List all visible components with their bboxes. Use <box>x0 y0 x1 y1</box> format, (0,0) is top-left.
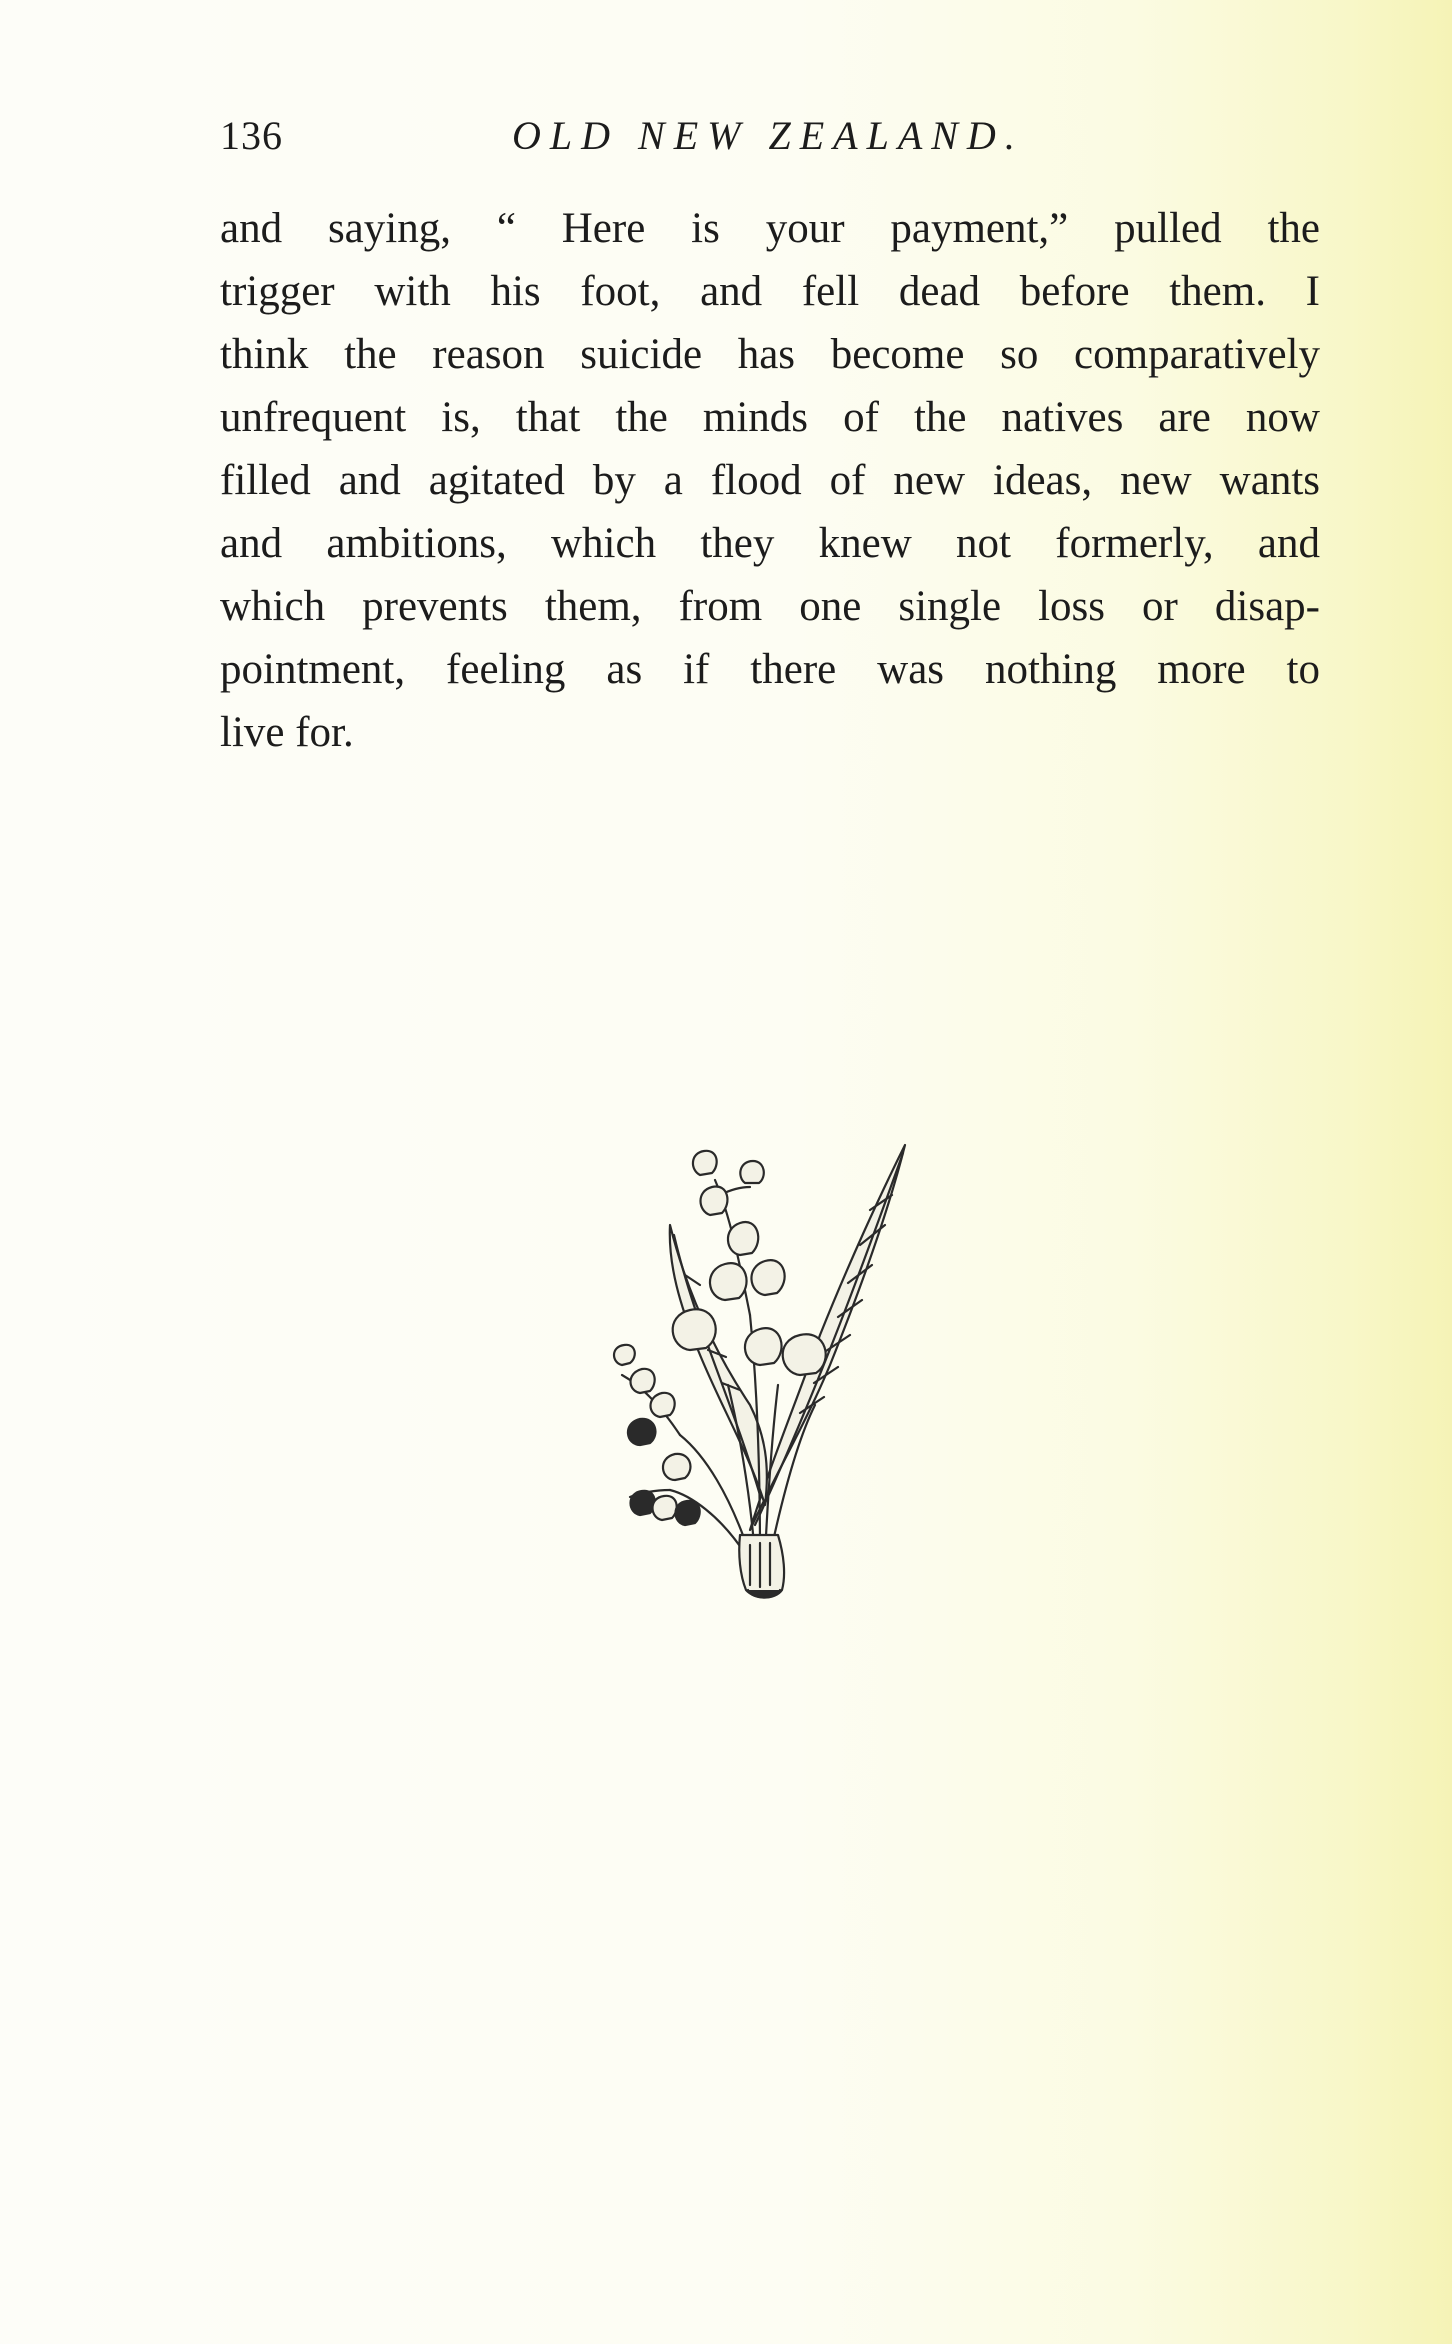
text-line: live for. <box>220 709 354 756</box>
body-paragraph <box>220 197 1320 764</box>
text-line: think the reason suicide has become so comparatively <box>220 331 1320 378</box>
text-line: pointment, feeling as if there was nothing more to <box>220 646 1320 693</box>
text-line: unfrequent is, that the minds of the natives are now <box>220 394 1320 441</box>
lily-of-the-valley-icon <box>600 1135 920 1615</box>
text-line: and ambitions, which they knew not formerly, and <box>220 520 1320 567</box>
text-line: trigger with his foot, and fell dead before them. I <box>220 268 1320 315</box>
page-number: 136 <box>220 113 283 158</box>
running-head <box>220 112 1320 172</box>
text-line: which prevents them, from one single loss or disap- <box>220 583 1320 630</box>
text-line: filled and agitated by a flood of new ideas, new wants <box>220 457 1320 504</box>
running-title: OLD NEW ZEALAND. <box>512 113 1024 158</box>
text-line: and saying, “ Here is your payment,” pulled the <box>220 205 1320 252</box>
